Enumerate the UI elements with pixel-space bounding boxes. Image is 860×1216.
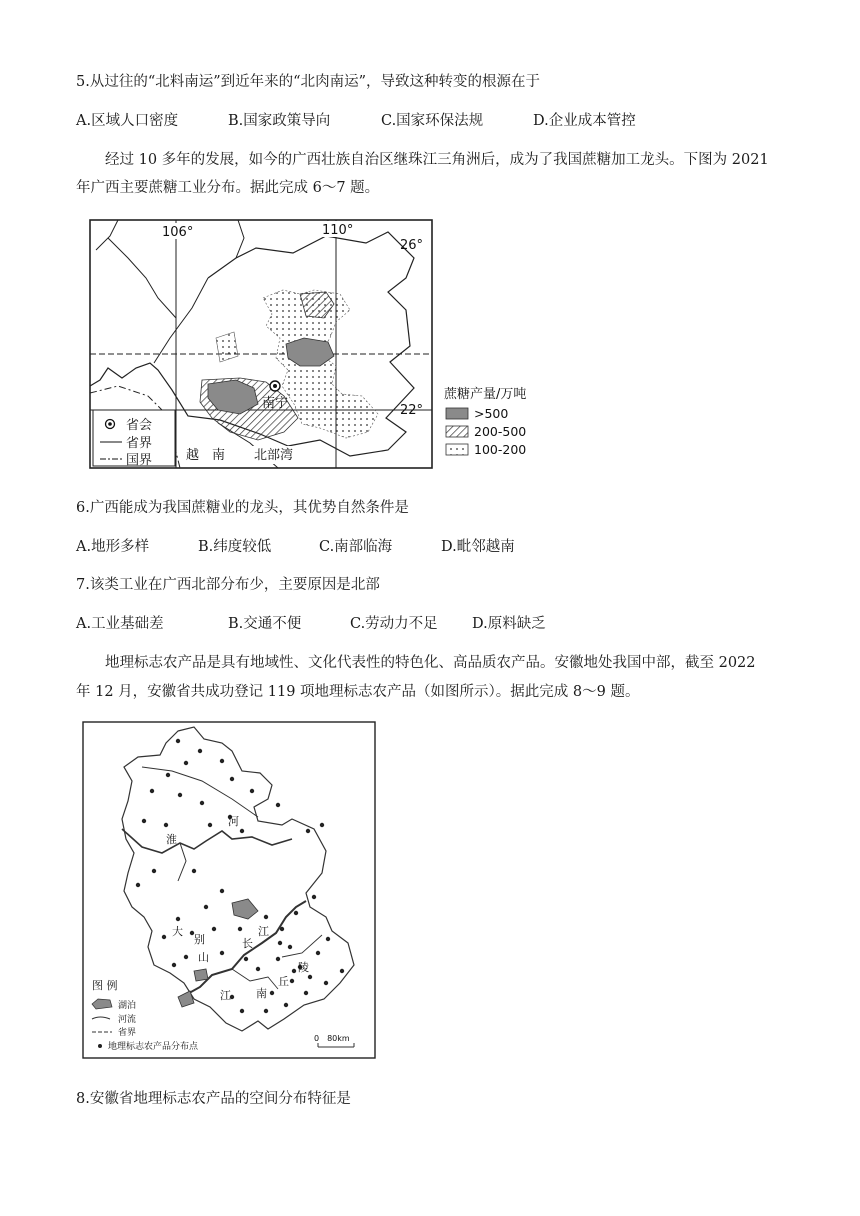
label-da: 大 [172,925,183,938]
label-chang: 长 [242,937,253,950]
legend-capital: 省会 [126,418,153,433]
label-ling: 陵 [298,961,309,974]
map2-legend-border: 省界 [118,1028,137,1038]
gulf-label: 北部湾 [254,448,294,463]
label-qiu: 丘 [278,975,289,988]
lon-106-label: 106° [162,225,194,240]
legend-national-border: 国界 [126,453,153,468]
q5-option-d: D.企业成本管控 [533,113,636,129]
huai-river [122,829,292,853]
q7-option-b: B.交通不便 [228,616,302,632]
lat-26-label: 26° [400,238,424,253]
q6-option-c: C.南部临海 [319,539,393,555]
q7-option-c: C.劳动力不足 [350,616,438,632]
anhui-products-map [82,721,378,1061]
q7-stem: 7.该类工业在广西北部分布少，主要原因是北部 [76,577,380,593]
lat-22-label: 22° [400,403,424,418]
anhui-boundary [122,727,354,1031]
q7-option-a: A.工业基础差 [76,616,164,632]
map2-scale: 0 80km [314,1034,350,1043]
q5-option-b: B.国家政策导向 [228,113,331,129]
map2-legend-lake: 湖泊 [118,1001,137,1011]
label-huai: 淮 [166,833,177,846]
label-nan: 南 [256,987,267,1000]
guangxi-sugar-map [88,218,548,473]
legend-200-500: 200-500 [474,424,527,439]
q6-option-b: B.纬度较低 [198,539,272,555]
chaohu-lake [232,899,258,919]
legend-title: 蔗糖产量/万吨 [444,387,527,402]
q7-option-d: D.原料缺乏 [472,616,546,632]
q8-stem: 8.安徽省地理标志农产品的空间分布特征是 [76,1091,351,1107]
map2-legend-title: 图 例 [92,979,118,992]
legend-province-border: 省界 [126,436,153,451]
map2-legend-river: 河流 [118,1015,137,1025]
legend-over-500: >500 [474,406,509,421]
passage1-line1: 经过 10 多年的发展，如今的广西壮族自治区继珠江三角洲后，成为了我国蔗糖加工龙头。下图为 2021 [105,152,769,168]
passage2-line1: 地理标志农产品是具有地域性、文化代表性的特色化、高品质农产品。安徽地处我国中部，截至 2022 [105,655,756,671]
capital-label: 南宁 [262,396,289,411]
map2-legend-points: 地理标志农产品分布点 [108,1042,199,1052]
label-jiang-river: 江 [258,925,269,938]
legend-100-200: 100-200 [474,442,527,457]
q6-option-d: D.毗邻越南 [441,539,515,555]
vietnam-label: 越 南 [186,448,226,463]
label-jiang-south: 江 [220,989,231,1002]
q6-stem: 6.广西能成为我国蔗糖业的龙头，其优势自然条件是 [76,500,409,516]
lon-110-label: 110° [322,223,354,238]
label-he: 河 [228,815,239,828]
q5-option-a: A.区域人口密度 [76,113,179,129]
passage2-line2: 年 12 月，安徽省共成功登记 119 项地理标志农产品（如图所示）。据此完成 8～9 题。 [76,684,640,700]
q5-stem: 5.从过往的“北料南运”到近年来的“北肉南运”，导致这种转变的根源在于 [76,74,540,90]
q5-option-c: C.国家环保法规 [381,113,484,129]
label-bie: 别 [194,933,205,946]
label-shan: 山 [198,951,209,964]
q6-option-a: A.地形多样 [76,539,150,555]
passage1-line2: 年广西主要蔗糖工业分布。据此完成 6～7 题。 [76,180,380,196]
